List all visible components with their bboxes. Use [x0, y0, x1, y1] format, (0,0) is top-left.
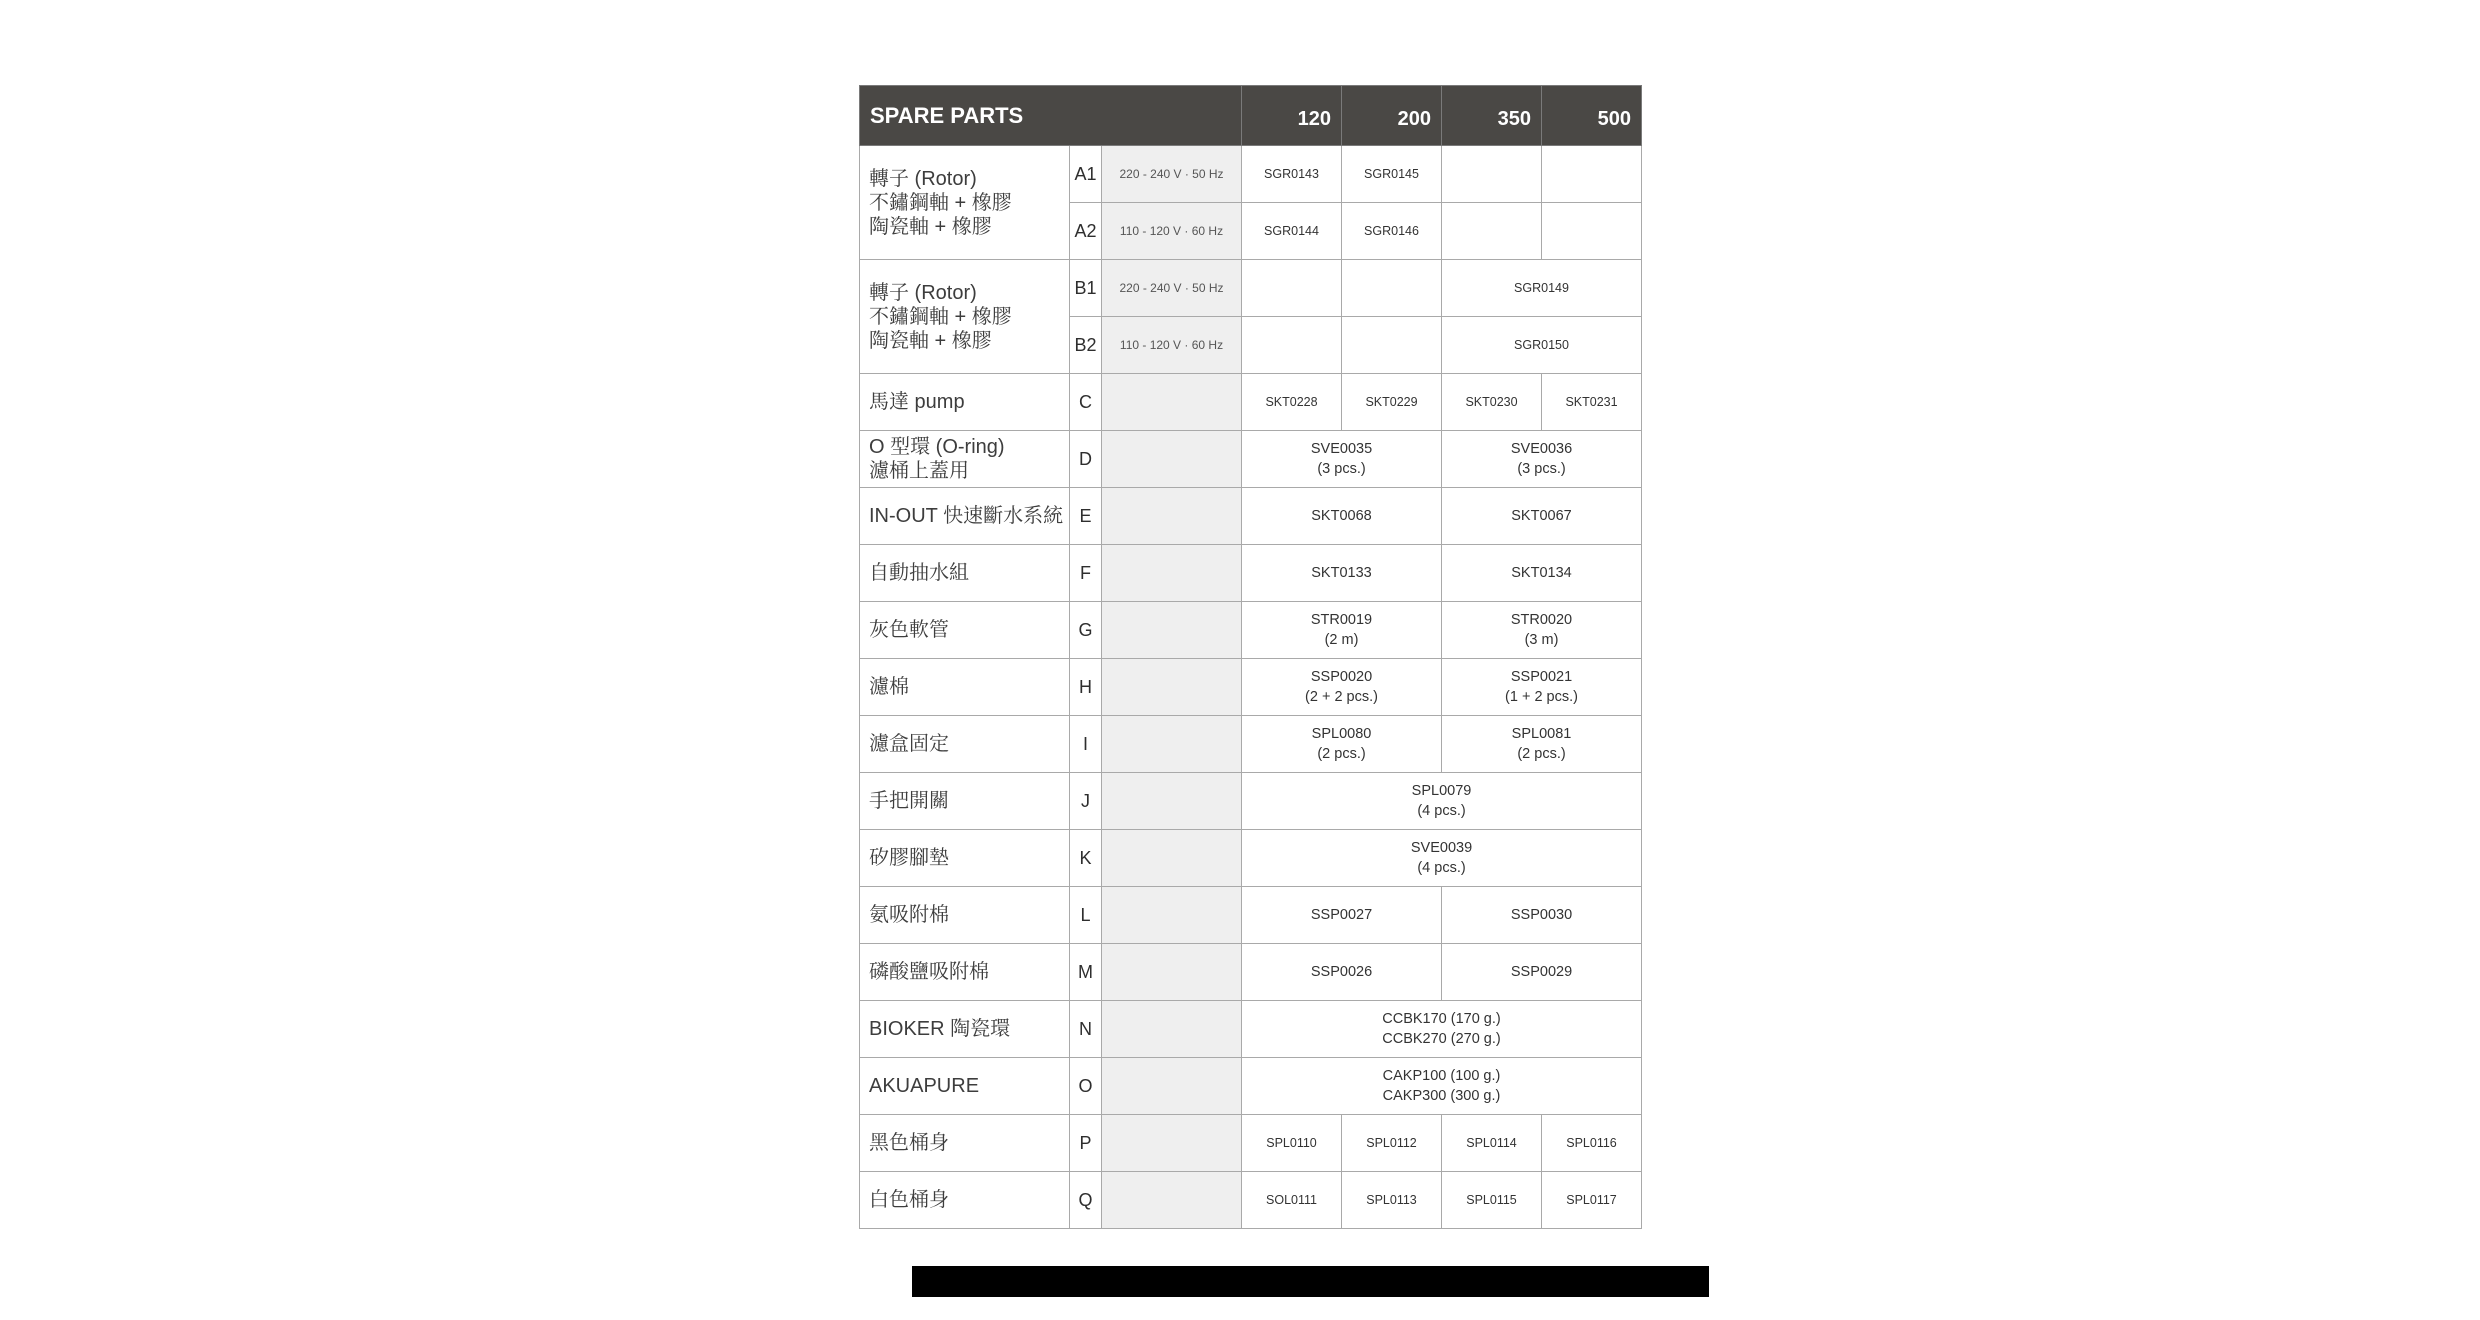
part-number [1442, 716, 1642, 773]
part-name: 馬達 pump [860, 374, 1070, 431]
part-name-line: 陶瓷軸 + 橡膠 [869, 215, 992, 238]
table-row [860, 260, 1642, 317]
part-code: P [1070, 1115, 1102, 1172]
part-quantity: (3 m) [1524, 632, 1559, 648]
part-number: SKT0229 [1342, 374, 1442, 431]
part-number: SGR0145 [1342, 146, 1442, 203]
part-number: SKT0067 [1442, 488, 1642, 545]
part-name: BIOKER 陶瓷環 [860, 1001, 1070, 1058]
part-code: F [1070, 545, 1102, 602]
part-name: 白色桶身 [860, 1172, 1070, 1229]
part-name: IN-OUT 快速斷水系統 [860, 488, 1070, 545]
part-number [1242, 773, 1642, 830]
part-name: 氨吸附棉 [860, 887, 1070, 944]
model-header-200: 200 [1342, 86, 1442, 146]
voltage-spec-empty [1102, 545, 1242, 602]
table-row [860, 374, 1642, 431]
part-code: D [1070, 431, 1102, 488]
voltage-spec-empty [1102, 830, 1242, 887]
table-row [860, 659, 1642, 716]
voltage-spec-empty [1102, 602, 1242, 659]
part-quantity: (3 pcs.) [1317, 461, 1366, 477]
part-number-line: SVE0035 [1310, 441, 1373, 457]
part-number: SKT0068 [1242, 488, 1442, 545]
empty-cell [1342, 260, 1442, 317]
part-quantity: (4 pcs.) [1417, 860, 1466, 876]
table-row [860, 488, 1642, 545]
part-name-line: O 型環 (O-ring) [869, 436, 1005, 458]
part-quantity: (2 pcs.) [1517, 746, 1566, 762]
part-number [1242, 830, 1642, 887]
part-number [1242, 431, 1442, 488]
part-number [1242, 659, 1442, 716]
voltage-spec-empty [1102, 1001, 1242, 1058]
part-number-line: CAKP100 (100 g.) [1382, 1068, 1501, 1084]
part-name-line: 不鏽鋼軸 + 橡膠 [869, 305, 1012, 328]
table-row [860, 944, 1642, 1001]
part-quantity: (2 pcs.) [1317, 746, 1366, 762]
part-number: SGR0143 [1242, 146, 1342, 203]
part-code: B2 [1070, 317, 1102, 374]
voltage-spec-empty [1102, 659, 1242, 716]
part-code: A1 [1070, 146, 1102, 203]
empty-cell [1242, 317, 1342, 374]
voltage-spec-empty [1102, 1115, 1242, 1172]
part-name: 黑色桶身 [860, 1115, 1070, 1172]
part-code: Q [1070, 1172, 1102, 1229]
part-code: E [1070, 488, 1102, 545]
part-quantity: (2 m) [1324, 632, 1359, 648]
part-number [1242, 602, 1442, 659]
part-name: 濾棉 [860, 659, 1070, 716]
table-row [860, 146, 1642, 203]
part-number: SGR0149 [1442, 260, 1642, 317]
voltage-spec-empty [1102, 488, 1242, 545]
empty-cell [1442, 203, 1542, 260]
part-name-rotor-2 [860, 260, 1070, 374]
part-number: SGR0144 [1242, 203, 1342, 260]
part-number: SPL0110 [1242, 1115, 1342, 1172]
footer-bar [912, 1266, 1709, 1297]
model-header-500: 500 [1542, 86, 1642, 146]
part-number: SPL0115 [1442, 1172, 1542, 1229]
part-number [1442, 602, 1642, 659]
voltage-spec-empty [1102, 1058, 1242, 1115]
part-number: SPL0112 [1342, 1115, 1442, 1172]
voltage-spec-empty [1102, 1172, 1242, 1229]
part-number-line: SVE0036 [1510, 441, 1573, 457]
part-code: O [1070, 1058, 1102, 1115]
part-quantity: (2 + 2 pcs.) [1305, 689, 1378, 705]
part-code: K [1070, 830, 1102, 887]
part-number-line: STR0019 [1310, 612, 1373, 628]
voltage-spec-empty [1102, 431, 1242, 488]
spare-parts-table [859, 85, 1642, 1229]
voltage-spec: 220 - 240 V · 50 Hz [1102, 260, 1242, 317]
part-code: N [1070, 1001, 1102, 1058]
part-code: L [1070, 887, 1102, 944]
part-number: SSP0027 [1242, 887, 1442, 944]
voltage-spec-empty [1102, 944, 1242, 1001]
empty-cell [1542, 203, 1642, 260]
empty-cell [1342, 317, 1442, 374]
part-number [1442, 659, 1642, 716]
table-title: SPARE PARTS [860, 86, 1242, 146]
table-row [860, 431, 1642, 488]
empty-cell [1442, 146, 1542, 203]
part-number: SPL0117 [1542, 1172, 1642, 1229]
part-code: G [1070, 602, 1102, 659]
part-quantity: (3 pcs.) [1517, 461, 1566, 477]
part-number: SOL0111 [1242, 1172, 1342, 1229]
part-number-line: CAKP300 (300 g.) [1382, 1088, 1501, 1104]
voltage-spec-empty [1102, 773, 1242, 830]
voltage-spec-empty [1102, 716, 1242, 773]
part-number-line: CCBK170 (170 g.) [1382, 1011, 1501, 1027]
table-row [860, 602, 1642, 659]
part-number: SSP0026 [1242, 944, 1442, 1001]
part-name-line: 濾桶上蓋用 [869, 460, 969, 482]
part-name-line: 轉子 (Rotor) [869, 167, 977, 190]
part-name-line: 轉子 (Rotor) [869, 281, 977, 304]
table-row [860, 773, 1642, 830]
part-number-line: SVE0039 [1410, 840, 1473, 856]
empty-cell [1242, 260, 1342, 317]
model-header-120: 120 [1242, 86, 1342, 146]
part-number: SSP0029 [1442, 944, 1642, 1001]
empty-cell [1542, 146, 1642, 203]
part-number-line: SPL0080 [1311, 726, 1372, 742]
part-number [1242, 716, 1442, 773]
table-row [860, 887, 1642, 944]
part-quantity: (1 + 2 pcs.) [1505, 689, 1578, 705]
part-number: SGR0150 [1442, 317, 1642, 374]
part-name-line: 陶瓷軸 + 橡膠 [869, 329, 992, 352]
part-number: SPL0114 [1442, 1115, 1542, 1172]
part-number: SKT0230 [1442, 374, 1542, 431]
part-number: SKT0134 [1442, 545, 1642, 602]
part-code: C [1070, 374, 1102, 431]
part-number-line: CCBK270 (270 g.) [1382, 1031, 1501, 1047]
voltage-spec: 220 - 240 V · 50 Hz [1102, 146, 1242, 203]
part-code: I [1070, 716, 1102, 773]
part-number: SPL0113 [1342, 1172, 1442, 1229]
part-number [1242, 1058, 1642, 1115]
part-number [1242, 1001, 1642, 1058]
part-number: SSP0030 [1442, 887, 1642, 944]
part-name: 灰色軟管 [860, 602, 1070, 659]
part-name: 矽膠腳墊 [860, 830, 1070, 887]
part-number: SKT0231 [1542, 374, 1642, 431]
voltage-spec: 110 - 120 V · 60 Hz [1102, 317, 1242, 374]
part-name-rotor-1 [860, 146, 1070, 260]
part-code: H [1070, 659, 1102, 716]
model-header-350: 350 [1442, 86, 1542, 146]
table-row [860, 1058, 1642, 1115]
part-name [860, 431, 1070, 488]
voltage-spec-empty [1102, 374, 1242, 431]
part-number: SKT0228 [1242, 374, 1342, 431]
part-number-line: SSP0021 [1510, 669, 1573, 685]
part-code: J [1070, 773, 1102, 830]
part-number-line: STR0020 [1510, 612, 1573, 628]
part-number-line: SPL0081 [1511, 726, 1572, 742]
part-code: B1 [1070, 260, 1102, 317]
part-number-line: SPL0079 [1411, 783, 1472, 799]
part-number [1442, 431, 1642, 488]
part-name-line: 不鏽鋼軸 + 橡膠 [869, 191, 1012, 214]
table-row [860, 1001, 1642, 1058]
table-row [860, 1115, 1642, 1172]
part-name: 濾盒固定 [860, 716, 1070, 773]
part-name: 磷酸鹽吸附棉 [860, 944, 1070, 1001]
part-number-line: SSP0020 [1310, 669, 1373, 685]
table-header-row [860, 86, 1642, 146]
part-name: 手把開關 [860, 773, 1070, 830]
table-row [860, 545, 1642, 602]
part-number: SGR0146 [1342, 203, 1442, 260]
part-number: SKT0133 [1242, 545, 1442, 602]
part-name: AKUAPURE [860, 1058, 1070, 1115]
voltage-spec: 110 - 120 V · 60 Hz [1102, 203, 1242, 260]
part-name: 自動抽水組 [860, 545, 1070, 602]
part-number: SPL0116 [1542, 1115, 1642, 1172]
part-quantity: (4 pcs.) [1417, 803, 1466, 819]
part-code: A2 [1070, 203, 1102, 260]
table-row [860, 1172, 1642, 1229]
table-row [860, 830, 1642, 887]
table-row [860, 716, 1642, 773]
voltage-spec-empty [1102, 887, 1242, 944]
part-code: M [1070, 944, 1102, 1001]
